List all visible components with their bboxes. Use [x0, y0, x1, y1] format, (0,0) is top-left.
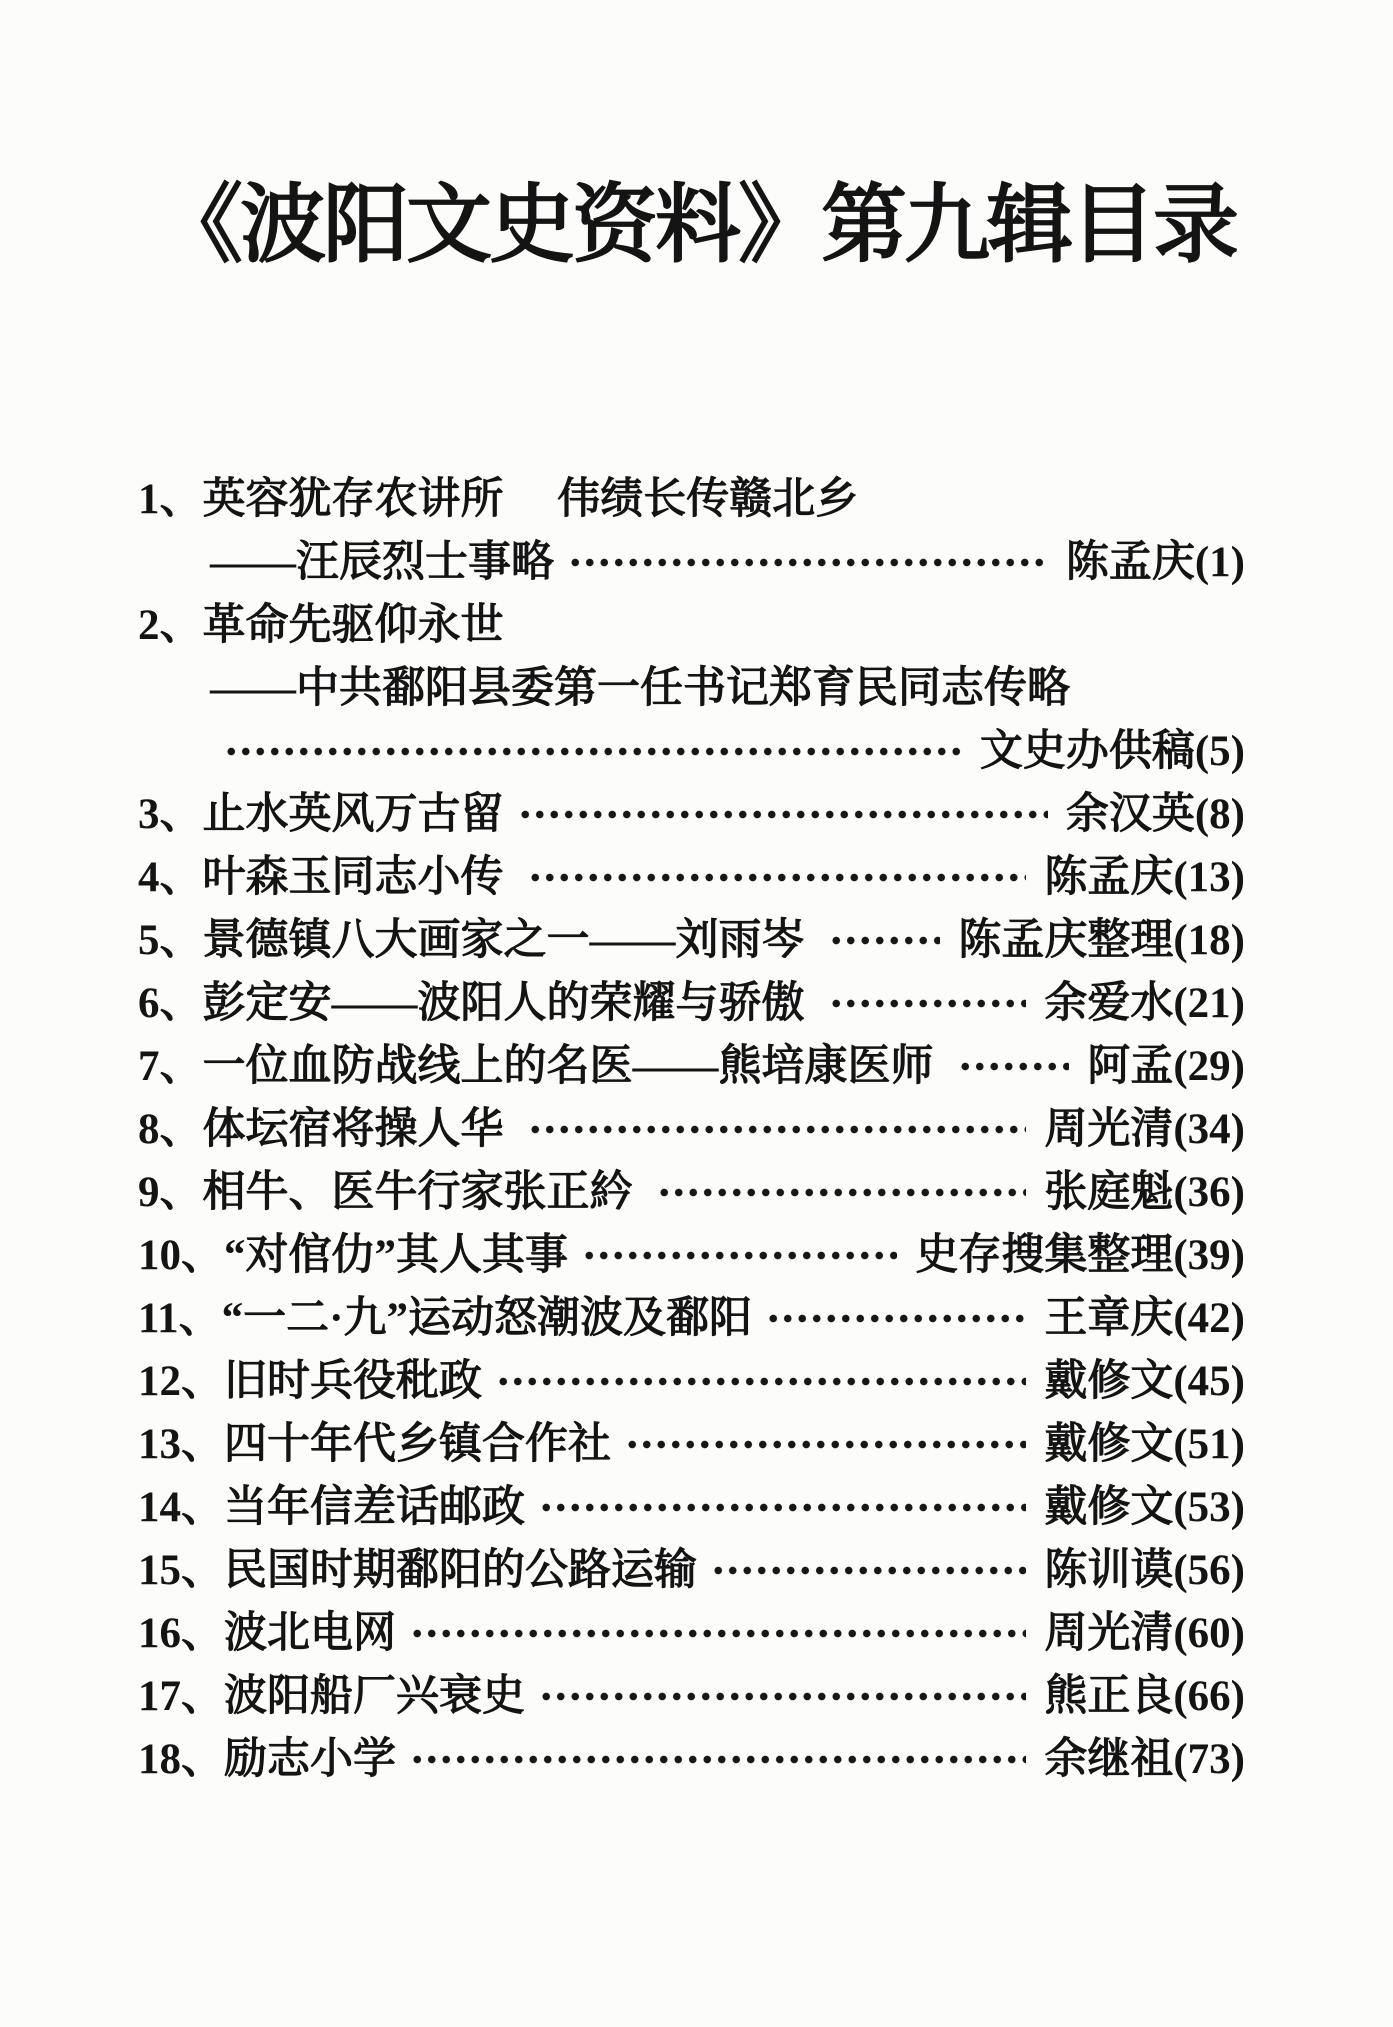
dot-leader [580, 1224, 897, 1287]
entry-title: 4、叶森玉同志小传 [138, 854, 515, 901]
toc-row [138, 846, 1245, 909]
entry-author-page: 陈孟庆整理(18) [958, 917, 1245, 964]
dot-leader [526, 1098, 1026, 1161]
entry-author-page: 文史办供稿(5) [979, 728, 1245, 775]
toc-row [138, 1098, 1245, 1161]
entry-title: 12、旧时兵役秕政 [138, 1358, 482, 1405]
entry-author-page: 周光清(60) [1044, 1610, 1245, 1657]
dot-leader [827, 909, 940, 972]
dot-leader [526, 846, 1026, 909]
toc-row [138, 1728, 1245, 1791]
dot-leader [709, 1539, 1026, 1602]
toc-row [138, 594, 1245, 657]
entry-author-page: 史存搜集整理(39) [915, 1232, 1245, 1279]
toc-row [138, 531, 1245, 594]
entry-title: 15、民国时期鄱阳的公路运输 [138, 1547, 697, 1594]
entry-author-page: 余汉英(8) [1065, 791, 1245, 838]
entry-author-page: 陈孟庆(13) [1044, 854, 1245, 901]
dot-leader [222, 720, 962, 783]
entry-title: 6、彭定安——波阳人的荣耀与骄傲 [138, 980, 816, 1027]
entry-title: 11、“一二·九”运动怒潮波及鄱阳 [138, 1295, 752, 1342]
entry-author-page: 戴修文(51) [1044, 1421, 1245, 1468]
toc-row [138, 783, 1245, 846]
toc-row [138, 1539, 1245, 1602]
toc-row [138, 657, 1245, 720]
toc-row [138, 1035, 1245, 1098]
entry-author-page: 张庭魁(36) [1044, 1169, 1245, 1216]
entry-title: 1、英容犹存农讲所 伟绩长传赣北乡 [138, 476, 859, 523]
page-title: 《波阳文史资料》第九辑目录 [157, 177, 1236, 273]
dot-leader [537, 1476, 1026, 1539]
entry-title: 10、“对倌仂”其人其事 [138, 1232, 568, 1279]
entry-title: 3、止水英风万古留 [138, 791, 504, 838]
entry-title: 13、四十年代乡镇合作社 [138, 1421, 611, 1468]
entry-title: 7、一位血防战线上的名医——熊培康医师 [138, 1043, 945, 1090]
dot-leader [764, 1287, 1026, 1350]
toc-row [138, 1161, 1245, 1224]
dot-leader [566, 531, 1048, 594]
dot-leader [494, 1350, 1026, 1413]
entry-title: 17、波阳船厂兴衰史 [138, 1673, 525, 1720]
entry-author-page: 陈孟庆(1) [1065, 539, 1245, 586]
entry-title: 18、励志小学 [138, 1736, 396, 1783]
entry-title: 2、革命先驱仰永世 [138, 602, 504, 649]
dot-leader [408, 1602, 1026, 1665]
entry-author-page: 陈训谟(56) [1044, 1547, 1245, 1594]
entry-author-page: 戴修文(53) [1044, 1484, 1245, 1531]
dot-leader [956, 1035, 1069, 1098]
dot-leader [516, 783, 1048, 846]
dot-leader [408, 1728, 1026, 1791]
entry-author-page: 余爱水(21) [1044, 980, 1245, 1027]
entry-title: 5、景德镇八大画家之一——刘雨岑 [138, 917, 816, 964]
toc-row [138, 1476, 1245, 1539]
toc-row [138, 1665, 1245, 1728]
entry-title: 9、相牛、医牛行家张正紟 [138, 1169, 644, 1216]
entry-title: ——汪辰烈士事略 [210, 539, 554, 586]
entry-author-page: 周光清(34) [1044, 1106, 1245, 1153]
dot-leader [827, 972, 1026, 1035]
toc-row [138, 1224, 1245, 1287]
entry-title: 14、当年信差话邮政 [138, 1484, 525, 1531]
entry-author-page: 阿孟(29) [1087, 1043, 1245, 1090]
toc-row [138, 468, 1245, 531]
dot-leader [623, 1413, 1026, 1476]
toc-row [138, 720, 1245, 783]
toc-row [138, 1287, 1245, 1350]
entry-author-page: 戴修文(45) [1044, 1358, 1245, 1405]
toc-row [138, 1413, 1245, 1476]
dot-leader [655, 1161, 1026, 1224]
entry-title: ——中共鄱阳县委第一任书记郑育民同志传略 [210, 665, 1070, 712]
entry-title: 8、体坛宿将操人华 [138, 1106, 515, 1153]
entry-title: 16、波北电网 [138, 1610, 396, 1657]
entry-author-page: 余继祖(73) [1044, 1736, 1245, 1783]
toc-row [138, 1602, 1245, 1665]
entry-author-page: 王章庆(42) [1044, 1295, 1245, 1342]
dot-leader [537, 1665, 1026, 1728]
toc-list [138, 468, 1245, 1791]
toc-row [138, 909, 1245, 972]
toc-row [138, 1350, 1245, 1413]
entry-author-page: 熊正良(66) [1044, 1673, 1245, 1720]
toc-row [138, 972, 1245, 1035]
